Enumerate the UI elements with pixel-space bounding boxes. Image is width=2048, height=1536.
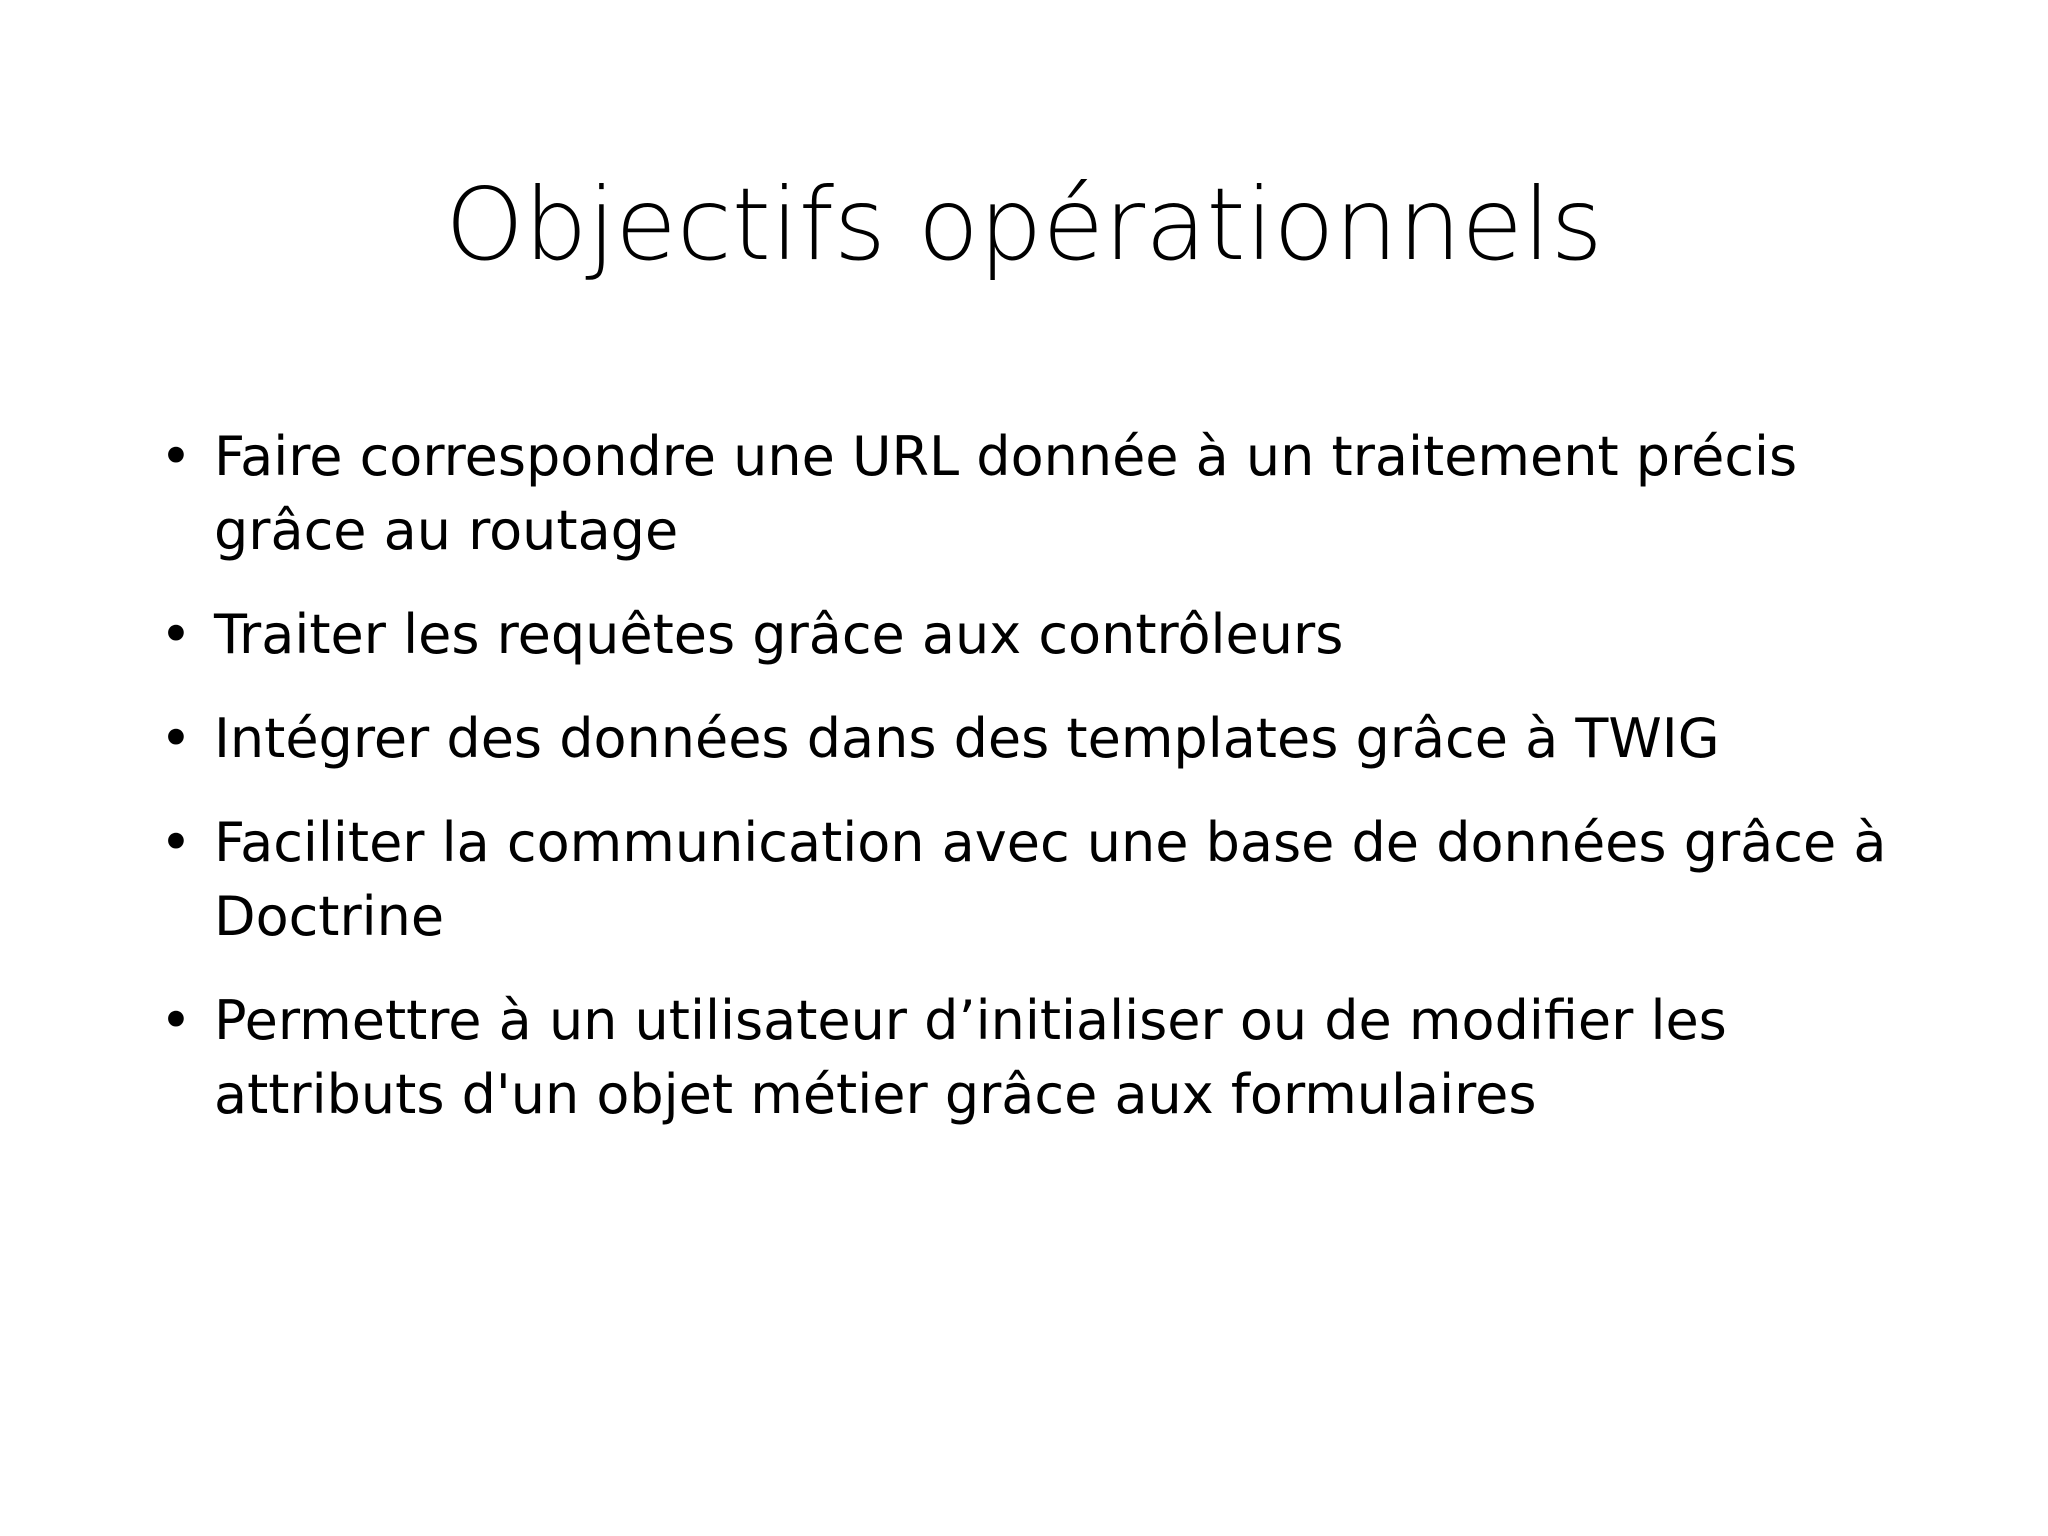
bullet-text: Faire correspondre une URL donnée à un traitement précis grâce au routage [214,425,1798,562]
bullet-text: Intégrer des données dans des templates grâce à TWIG [214,707,1720,770]
bullet-dot-icon: • [160,707,192,770]
bullet-item [160,806,1920,954]
bullet-dot-icon: • [160,603,192,666]
bullet-dot-icon: • [160,811,192,874]
bullet-item [160,420,1920,568]
bullet-text: Permettre à un utilisateur d’initialiser ou de modifier les attributs d'un objet métier grâce aux formulaires [214,989,1727,1126]
bullet-text: Faciliter la communication avec une base de données grâce à Doctrine [214,811,1887,948]
slide-title: Objectifs opérationnels [445,166,1603,283]
bullet-dot-icon: • [160,989,192,1052]
bullet-text: Traiter les requêtes grâce aux contrôleurs [214,603,1344,666]
bullet-dot-icon: • [160,425,192,488]
bullet-item [160,984,1920,1132]
bullet-item [160,702,1920,776]
bullet-list [160,420,1920,1162]
bullet-item [160,598,1920,672]
